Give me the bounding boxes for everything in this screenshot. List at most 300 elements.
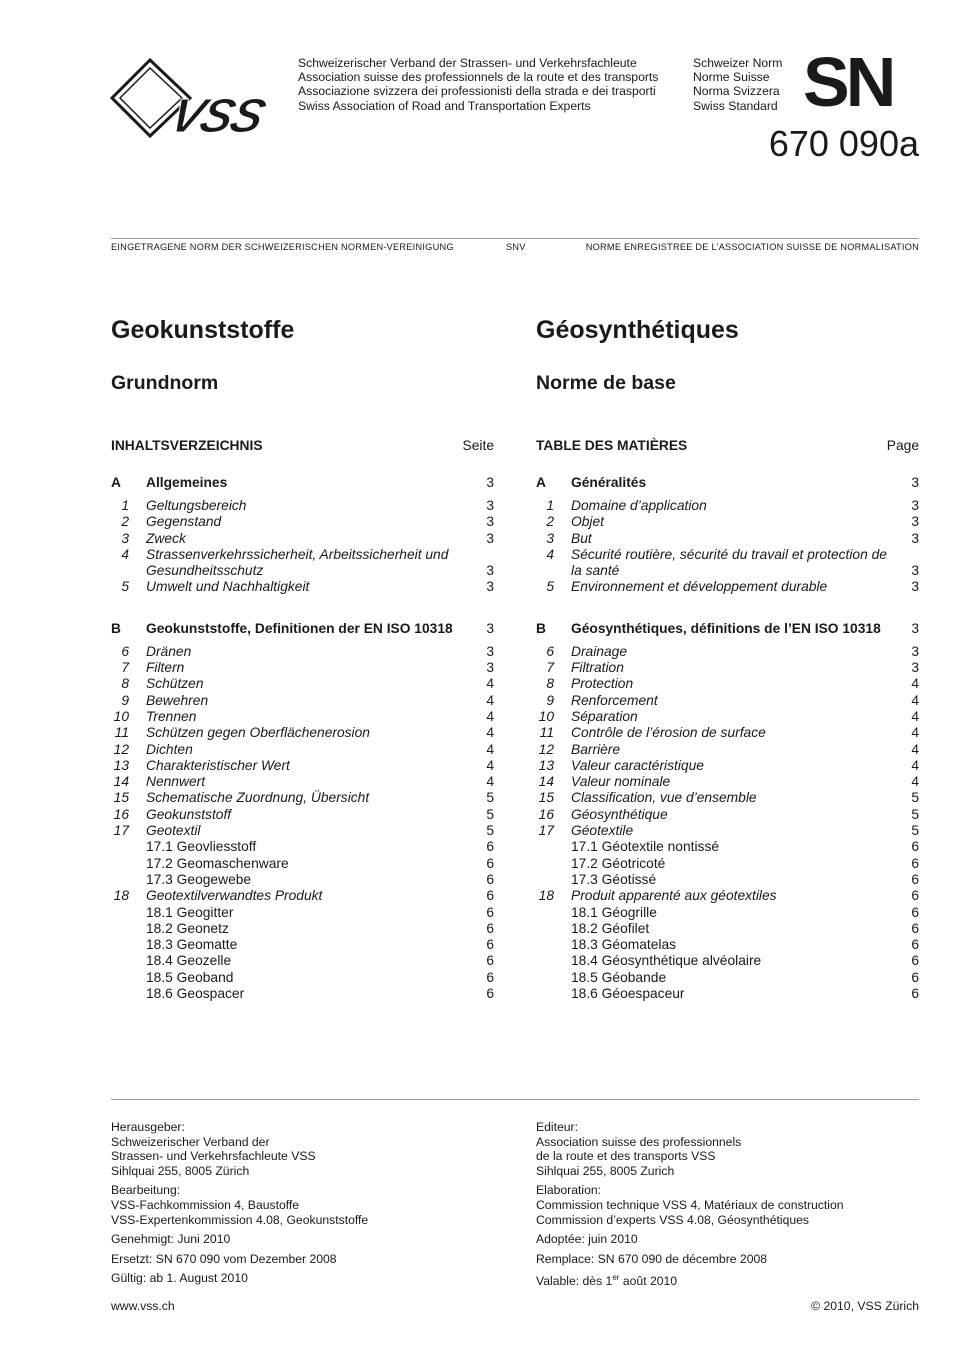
entry-page: 3 [486,514,494,530]
entry-number [111,970,146,986]
registration-de: EINGETRAGENE NORM DER SCHWEIZERISCHEN NORMEN-VEREINIGUNG [111,242,454,252]
entry-number: 14 [538,774,554,790]
toc-list-a [111,498,494,596]
footer-line: Sihlquai 255, 8005 Zürich [111,1163,250,1178]
entry-page: 4 [486,757,494,773]
toc-entry [111,693,494,709]
entry-title: 18.4 Geozelle [146,953,232,969]
entry-title: Objet [571,514,604,530]
publisher-info-de [111,1120,501,1291]
entry-title: Protection [571,676,634,692]
entry-page: 4 [911,725,919,741]
toc-entry [536,758,919,774]
entry-number: 9 [546,692,554,708]
entry-number: 13 [538,757,554,773]
website-link[interactable]: www.vss.ch [111,1299,175,1313]
entry-page: 6 [486,920,494,936]
toc-entry [111,742,494,758]
org-line: Association suisse des professionnels de la route et des transports [298,70,659,85]
entry-title: Geotextilverwandtes Produkt [146,888,323,904]
entry-title: 18.5 Geoband [146,969,234,985]
entry-page: 6 [486,953,494,969]
toc-entry [111,660,494,676]
toc-entry [111,953,494,969]
entry-number [536,921,571,937]
footer-divider [111,1099,919,1100]
footer-line: de la route et des transports VSS [536,1149,716,1164]
entry-page: 3 [911,498,919,513]
toc-entry [536,709,919,725]
entry-title: Schematische Zuordnung, Übersicht [146,790,370,806]
toc-entry [111,905,494,921]
entry-number: 3 [121,530,129,546]
standard-line: Norma Svizzera [693,84,780,99]
footer-block [536,1232,926,1247]
entry-title: Geltungsbereich [146,498,247,513]
entry-page: 3 [486,579,494,595]
entry-number: 16 [113,806,129,822]
toc-entry [111,872,494,888]
section-title: Geokunststoffe, Definitionen der EN ISO 10318 [146,620,453,636]
entry-page: 4 [911,757,919,773]
entry-page: 5 [911,790,919,806]
entry-number [536,953,571,969]
toc-entry [111,823,494,839]
entry-page: 4 [911,741,919,757]
section-page: 3 [911,620,919,636]
section-key: B [536,620,546,636]
toc-entry [111,709,494,725]
entry-page: 6 [911,920,919,936]
entry-title: Gegenstand [146,514,222,530]
entry-title: Charakteristischer Wert [146,757,290,773]
toc-entry [536,823,919,839]
entry-title: Dichten [146,741,193,757]
section-page: 3 [486,475,494,490]
entry-page: 6 [486,871,494,887]
toc-entry [536,856,919,872]
entry-page: 4 [911,708,919,724]
entry-page: 6 [911,888,919,904]
divider [111,238,919,239]
entry-page: 4 [486,741,494,757]
entry-number: 13 [113,757,129,773]
entry-number: 6 [121,643,129,659]
page-label: Seite [462,438,494,453]
toc-entry [111,807,494,823]
entry-page: 3 [486,643,494,659]
toc-entry [536,953,919,969]
entry-title: 18.3 Geomatte [146,937,238,953]
toc-entry [111,547,494,580]
entry-title: Renforcement [571,692,658,708]
entry-number: 9 [121,692,129,708]
footer-block [111,1120,501,1178]
entry-page: 6 [486,839,494,855]
entry-title: Géosynthétique [571,806,668,822]
standard-type [693,56,782,113]
entry-title: 17.3 Geogewebe [146,871,252,887]
entry-title: Nennwert [146,774,206,790]
footer-block [111,1183,501,1227]
entry-page: 6 [486,969,494,985]
registration-snv: SNV [506,242,526,252]
entry-title: Umwelt und Nachhaltigkeit [146,579,310,595]
subtitle-fr: Norme de base [536,372,676,394]
entry-number: 2 [546,514,554,530]
entry-title: 18.1 Géogrille [571,904,657,920]
toc-entry [536,921,919,937]
entry-page: 6 [911,855,919,871]
entry-number: 3 [546,530,554,546]
entry-number [536,905,571,921]
entry-title: Filtration [571,660,624,676]
entry-page: 4 [486,725,494,741]
entry-title: 18.2 Géofilet [571,920,650,936]
entry-page: 3 [911,514,919,530]
entry-title: Geotextil [146,823,201,839]
toc-entry [536,660,919,676]
toc-entry [111,986,494,1002]
footer-block [536,1252,926,1267]
copyright: © 2010, VSS Zürich [811,1299,919,1313]
toc-entry [111,498,494,514]
toc-label: TABLE DES MATIÈRES [536,438,688,453]
entry-title: Geokunststoff [146,806,232,822]
entry-page: 6 [911,904,919,920]
title-de: Geokunststoffe [111,316,295,344]
toc-list-a [536,498,919,596]
entry-number [111,937,146,953]
entry-title: 18.5 Géobande [571,969,667,985]
vss-logo [110,57,290,139]
toc-entry [536,693,919,709]
entry-title: Strassenverkehrssicherheit, Arbeitssicherheit und Gesundheitsschutz [146,546,449,579]
standard-line: Swiss Standard [693,98,778,113]
toc-entry [111,774,494,790]
entry-number [536,872,571,888]
entry-number [111,986,146,1002]
entry-page: 5 [486,790,494,806]
entry-number [111,953,146,969]
german-column [111,316,494,1002]
section-title: Allgemeines [146,475,228,490]
entry-number: 14 [113,774,129,790]
entry-number [111,839,146,855]
entry-number: 16 [538,806,554,822]
toc-entry [111,725,494,741]
footer-line: Gültig: ab 1. August 2010 [111,1271,248,1286]
toc-entry [536,888,919,904]
entry-page: 4 [911,774,919,790]
entry-page: 4 [486,774,494,790]
toc-entry [111,676,494,692]
entry-page: 6 [911,871,919,887]
toc-section-b [111,620,494,638]
toc-section-a [111,474,494,492]
entry-number: 6 [546,643,554,659]
entry-number: 18 [538,888,554,904]
entry-page: 6 [911,969,919,985]
entry-page: 6 [486,937,494,953]
entry-number [111,872,146,888]
section-key: A [111,475,121,490]
toc-entry [111,579,494,595]
footer-line: Ersetzt: SN 670 090 vom Dezember 2008 [111,1251,337,1266]
entry-title: 18.2 Geonetz [146,920,229,936]
section-key: A [536,475,546,490]
toc-entry [111,514,494,530]
entry-title: 18.4 Géosynthétique alvéolaire [571,953,762,969]
entry-page: 3 [911,530,919,546]
entry-title: 17.1 Geovliesstoff [146,839,257,855]
entry-page: 6 [911,839,919,855]
entry-number: 2 [121,514,129,530]
entry-title: Géotextile [571,823,634,839]
footer-line: Strassen- und Verkehrsfachleute VSS [111,1149,316,1164]
entry-number: 10 [538,708,554,724]
document-number: 670 090a [768,123,919,164]
organisation-names [298,56,658,113]
toc-entry [536,986,919,1002]
entry-title: Valeur caractéristique [571,757,704,773]
logo-wordmark: VSS [163,89,271,139]
entry-number: 8 [121,676,129,692]
entry-title: Séparation [571,708,638,724]
entry-number: 4 [121,546,129,562]
toc-list-b [536,644,919,1003]
entry-number: 11 [114,725,129,741]
entry-page: 6 [911,937,919,953]
standard-line: Norme Suisse [693,70,770,85]
entry-title: 18.6 Geospacer [146,986,245,1002]
entry-page: 6 [911,953,919,969]
entry-title: Produit apparenté aux géotextiles [571,888,777,904]
entry-number: 10 [113,708,129,724]
entry-number: 4 [546,546,554,562]
entry-number: 18 [113,888,129,904]
entry-page: 6 [911,986,919,1002]
entry-page: 6 [486,888,494,904]
toc-entry [111,531,494,547]
entry-title: 18.6 Géoespaceur [571,986,685,1002]
footer-line: VSS-Expertenkommission 4.08, Geokunststoffe [111,1212,369,1227]
section-page: 3 [486,620,494,636]
subtitle-de: Grundnorm [111,372,219,394]
entry-title: Domaine d’application [571,498,707,513]
entry-page: 3 [486,563,494,579]
entry-page: 4 [911,676,919,692]
entry-page: 5 [486,806,494,822]
footer-line: Adoptée: juin 2010 [536,1232,638,1247]
entry-number: 12 [538,741,554,757]
entry-number: 7 [121,660,129,676]
entry-page: 3 [911,643,919,659]
footer-block [536,1120,926,1178]
entry-page: 3 [486,530,494,546]
toc-entry [536,644,919,660]
page-label: Page [886,438,919,453]
org-line: Associazione svizzera dei professionisti della strada e dei trasporti [298,84,656,99]
footer-line: VSS-Fachkommission 4, Baustoffe [111,1197,300,1212]
footer-block [111,1252,501,1267]
entry-title: Schützen gegen Oberflächenerosion [146,725,370,741]
footer-line: Bearbeitung: [111,1183,181,1198]
footer-line: Sihlquai 255, 8005 Zurich [536,1163,675,1178]
toc-entry [536,790,919,806]
toc-entry [111,790,494,806]
entry-number [111,856,146,872]
toc-entry [536,498,919,514]
toc-entry [111,937,494,953]
toc-entry [536,547,919,580]
toc-header-de [111,438,494,453]
entry-title: 17.2 Geomaschenware [146,855,289,871]
toc-entry [111,839,494,855]
entry-number: 11 [539,725,554,741]
entry-title: 18.3 Géomatelas [571,937,677,953]
entry-number: 17 [113,823,129,839]
entry-title: 17.2 Géotricoté [571,855,666,871]
section-title: Généralités [571,475,647,490]
toc-section-a [536,474,919,492]
org-line: Swiss Association of Road and Transportation Experts [298,98,591,113]
entry-number [536,937,571,953]
toc-label: INHALTSVERZEICHNIS [111,438,263,453]
entry-number [536,839,571,855]
toc-entry [536,742,919,758]
entry-page: 6 [486,986,494,1002]
entry-title: Dränen [146,643,192,659]
toc-entry [111,970,494,986]
publisher-info-fr [536,1120,926,1294]
toc-entry [111,888,494,904]
entry-number: 8 [546,676,554,692]
sn-mark: SN [803,43,893,121]
toc-entry [536,937,919,953]
footer-line: Elaboration: [536,1183,602,1198]
footer-line: Genehmigt: Juni 2010 [111,1232,231,1247]
section-page: 3 [911,475,919,490]
entry-number: 15 [113,790,129,806]
toc-entry [536,676,919,692]
entry-title: Trennen [146,708,197,724]
entry-title: Contrôle de l’érosion de surface [571,725,766,741]
org-line: Schweizerischer Verband der Strassen- und Verkehrsfachleute [298,56,637,70]
entry-page: 3 [486,660,494,676]
toc-entry [536,807,919,823]
entry-number [536,856,571,872]
toc-entry [536,872,919,888]
entry-number: 1 [121,498,129,513]
entry-page: 4 [911,692,919,708]
entry-number: 17 [538,823,554,839]
footer-line: Schweizerischer Verband der [111,1134,270,1149]
toc-list-b [111,644,494,1003]
french-column [536,316,919,1002]
toc-entry [111,758,494,774]
entry-title: Sécurité routière, sécurité du travail et protection de la santé [571,546,887,579]
entry-title: Schützen [146,676,204,692]
toc-entry [111,921,494,937]
toc-entry [536,579,919,595]
entry-number [111,905,146,921]
entry-page: 3 [486,498,494,513]
entry-page: 4 [486,676,494,692]
standard-line: Schweizer Norm [693,56,783,70]
footer-block [111,1232,501,1247]
entry-number: 5 [121,579,129,595]
entry-title: But [571,530,592,546]
entry-number: 1 [546,498,554,513]
toc-header-fr [536,438,919,453]
toc-entry [536,531,919,547]
toc-entry [111,644,494,660]
entry-page: 3 [911,660,919,676]
entry-title: 17.3 Géotissé [571,871,657,887]
registration-fr: NORME ENREGISTREE DE L’ASSOCIATION SUISSE DE NORMALISATION [585,242,919,252]
entry-title: Drainage [571,643,627,659]
entry-page: 6 [486,904,494,920]
entry-title: 18.1 Geogitter [146,904,234,920]
footer-line: Herausgeber: [111,1120,185,1134]
toc-entry [536,905,919,921]
footer-line: Editeur: [536,1120,579,1134]
entry-number: 12 [113,741,129,757]
footer-line: Commission technique VSS 4, Matériaux de construction [536,1197,844,1212]
title-fr: Géosynthétiques [536,316,739,344]
footer-line: Commission d’experts VSS 4.08, Géosynthétiques [536,1212,809,1227]
entry-page: 4 [486,708,494,724]
section-key: B [111,620,121,636]
entry-title: Barrière [571,741,621,757]
entry-page: 5 [911,806,919,822]
toc-entry [536,514,919,530]
entry-page: 4 [486,692,494,708]
toc-entry [536,774,919,790]
toc-entry [536,839,919,855]
entry-title: Classification, vue d’ensemble [571,790,757,806]
entry-number: 5 [546,579,554,595]
footer-block [111,1271,501,1286]
toc-entry [536,970,919,986]
footer-block [536,1183,926,1227]
toc-entry [536,725,919,741]
entry-title: Valeur nominale [571,774,671,790]
entry-page: 5 [486,823,494,839]
toc-entry [111,856,494,872]
entry-number: 7 [546,660,554,676]
entry-page: 3 [911,563,919,579]
entry-title: Filtern [146,660,185,676]
entry-title: 17.1 Géotextile nontissé [571,839,720,855]
entry-title: Zweck [146,530,186,546]
entry-page: 3 [911,579,919,595]
section-title: Géosynthétiques, définitions de l’EN ISO 10318 [571,620,881,636]
entry-title: Bewehren [146,692,209,708]
entry-page: 5 [911,823,919,839]
entry-number [536,970,571,986]
footer-line: Association suisse des professionnels [536,1134,742,1149]
entry-number: 15 [538,790,554,806]
entry-page: 6 [486,855,494,871]
valid-date-fr: Valable: dès 1er août 2010 [536,1273,678,1289]
footer-line: Remplace: SN 670 090 de décembre 2008 [536,1251,768,1266]
entry-title: Environnement et développement durable [571,579,828,595]
toc-section-b [536,620,919,638]
entry-number [111,921,146,937]
entry-number [536,986,571,1002]
